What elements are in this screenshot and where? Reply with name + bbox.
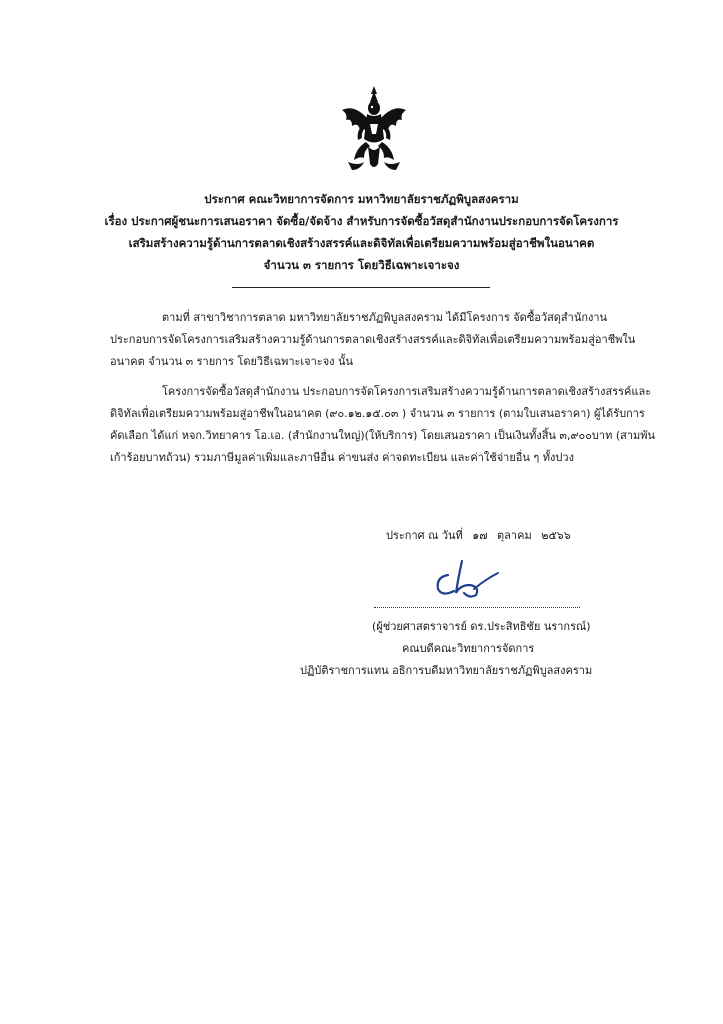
paragraph-line: ดิจิทัลเพื่อเตรียมความพร้อมสู่อาชีพในอนาคต (๙๐.๑๒.๑๕.๐๓ ) จำนวน ๓ รายการ (ตามใบเสนอราคา) ผู้ได้รับการ bbox=[110, 407, 645, 420]
signer-position: คณบดีคณะวิทยาการจัดการ bbox=[402, 642, 535, 655]
date-label: ประกาศ ณ วันที่ bbox=[386, 529, 463, 542]
header-subject-cont: เสริมสร้างความรู้ด้านการตลาดเชิงสร้างสรรค์และดิจิทัลเพื่อเตรียมความพร้อมสู่อาชีพในอนาคต bbox=[128, 236, 595, 250]
header-divider bbox=[232, 287, 490, 288]
header-method: จำนวน ๓ รายการ โดยวิธีเฉพาะเจาะจง bbox=[263, 258, 460, 272]
paragraph-background bbox=[110, 307, 682, 373]
signature-line bbox=[374, 607, 580, 608]
announcement-date bbox=[386, 526, 577, 544]
signer-name: (ผู้ช่วยศาสตราจารย์ ดร.ประสิทธิชัย นรากรณ์) bbox=[372, 620, 591, 633]
date-day: ๑๗ bbox=[472, 529, 488, 542]
signature-icon bbox=[426, 555, 516, 605]
paragraph-line: อนาคต จำนวน ๓ รายการ โดยวิธีเฉพาะเจาะจง นั้น bbox=[110, 355, 354, 368]
paragraph-line: ตามที่ สาขาวิชาการตลาด มหาวิทยาลัยราชภัฏพิบูลสงคราม ได้มีโครงการ จัดซื้อวัสดุสำนักงาน bbox=[162, 311, 608, 324]
paragraph-line: คัดเลือก ได้แก่ หจก.วิทยาคาร โอ.เอ. (สำนักงานใหญ่)(ให้บริการ) โดยเสนอราคา เป็นเงินทั้งสิ้น ๓,๙๐๐บาท (สามพัน bbox=[110, 429, 656, 442]
paragraph-line: ประกอบการจัดโครงการเสริมสร้างความรู้ด้านการตลาดเชิงสร้างสรรค์และดิจิทัลเพื่อเตรียมความพร้อมสู่อาชีพใน bbox=[110, 333, 636, 346]
date-month: ตุลาคม bbox=[497, 529, 532, 542]
paragraph-line: โครงการจัดซื้อวัสดุสำนักงาน ประกอบการจัดโครงการเสริมสร้างความรู้ด้านการตลาดเชิงสร้างสรรค์และ bbox=[162, 385, 652, 398]
garuda-emblem-icon bbox=[334, 84, 414, 184]
signer-block bbox=[300, 616, 640, 682]
header-title: ประกาศ คณะวิทยาการจัดการ มหาวิทยาลัยราชภัฏพิบูลสงคราม bbox=[204, 192, 519, 206]
document-header bbox=[60, 188, 663, 276]
date-year: ๒๕๖๖ bbox=[541, 529, 571, 542]
header-subject: เรื่อง ประกาศผู้ชนะการเสนอราคา จัดซื้อ/จัดจ้าง สำหรับการจัดซื้อวัสดุสำนักงานประกอบการจัดโครงการ bbox=[104, 214, 619, 228]
paragraph-award bbox=[110, 381, 682, 469]
paragraph-line: เก้าร้อยบาทถ้วน) รวมภาษีมูลค่าเพิ่มและภาษีอื่น ค่าขนส่ง ค่าจดทะเบียน และค่าใช้จ่ายอื่น ๆ ทั้งปวง bbox=[110, 451, 574, 464]
signer-acting: ปฏิบัติราชการแทน อธิการบดีมหาวิทยาลัยราชภัฏพิบูลสงคราม bbox=[300, 664, 593, 677]
